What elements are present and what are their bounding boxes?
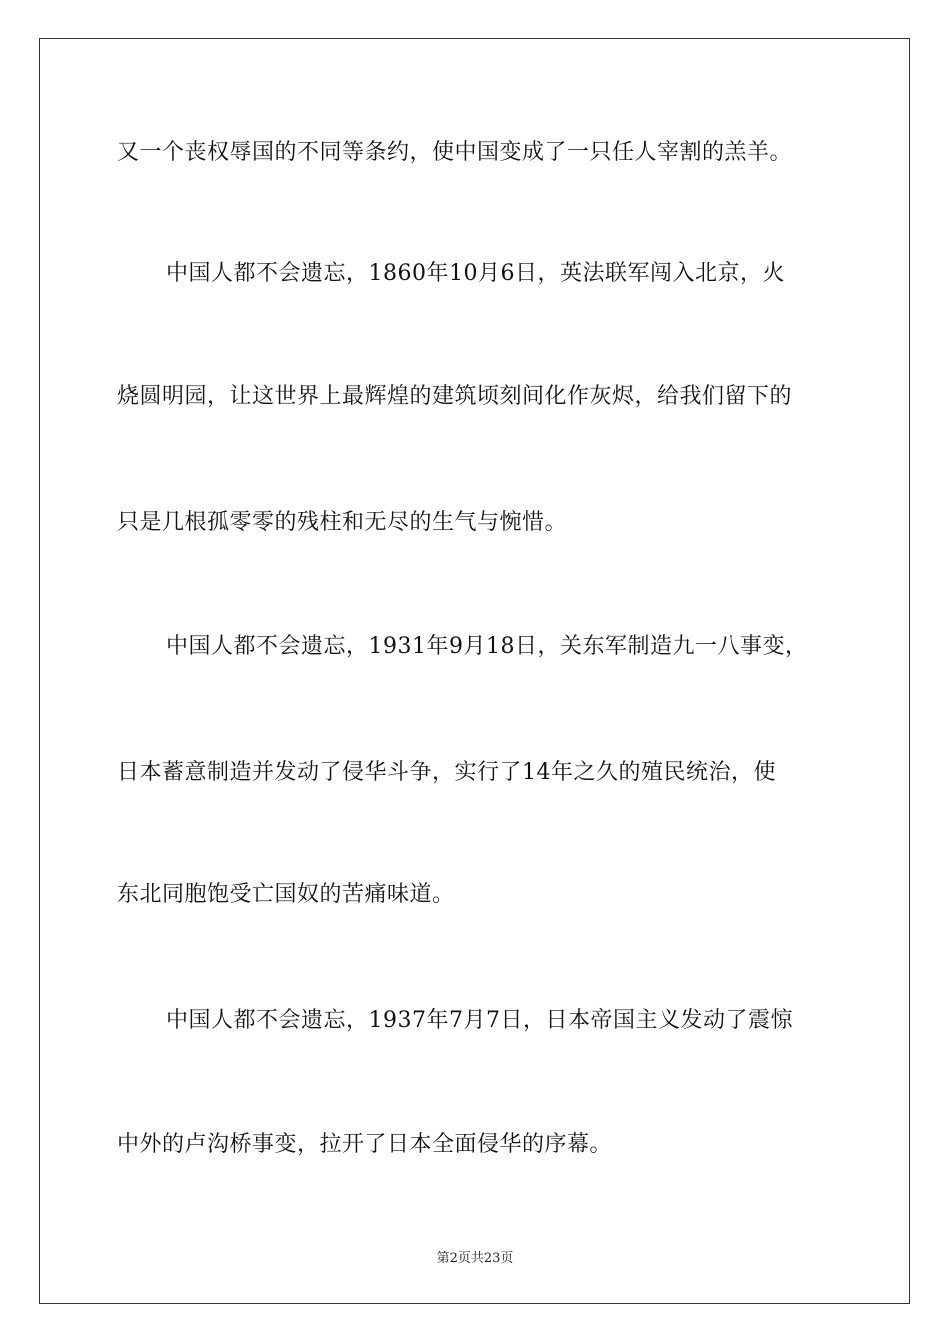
paragraph-start-line: 中国人都不会遗忘，1937年7月7日，日本帝国主义发动了震惊 [166,1008,793,1033]
page-frame [39,38,910,1304]
page-number: 第2页 [436,1251,471,1266]
text-line: 中外的卢沟桥事变，拉开了日本全面侵华的序幕。 [117,1132,613,1157]
text-line: 东北同胞饱受亡国奴的苦痛味道。 [117,882,455,907]
paragraph-start-line: 中国人都不会遗忘，1860年10月6日，英法联军闯入北京，火 [166,261,785,286]
page-total: 共23页 [470,1251,514,1266]
text-line: 烧圆明园，让这世界上最辉煌的建筑顷刻间化作灰烬，给我们留下的 [117,384,793,409]
paragraph-start-line: 中国人都不会遗忘，1931年9月18日，关东军制造九一八事变， [166,634,808,659]
text-line: 只是几根孤零零的残柱和无尽的生气与惋惜。 [117,510,568,535]
text-line: 又一个丧权辱国的不同等条约，使中国变成了一只任人宰割的羔羊。 [117,140,793,165]
page-footer [0,1247,950,1266]
text-line: 日本蓄意制造并发动了侵华斗争，实行了14年之久的殖民统治，使 [117,760,776,785]
